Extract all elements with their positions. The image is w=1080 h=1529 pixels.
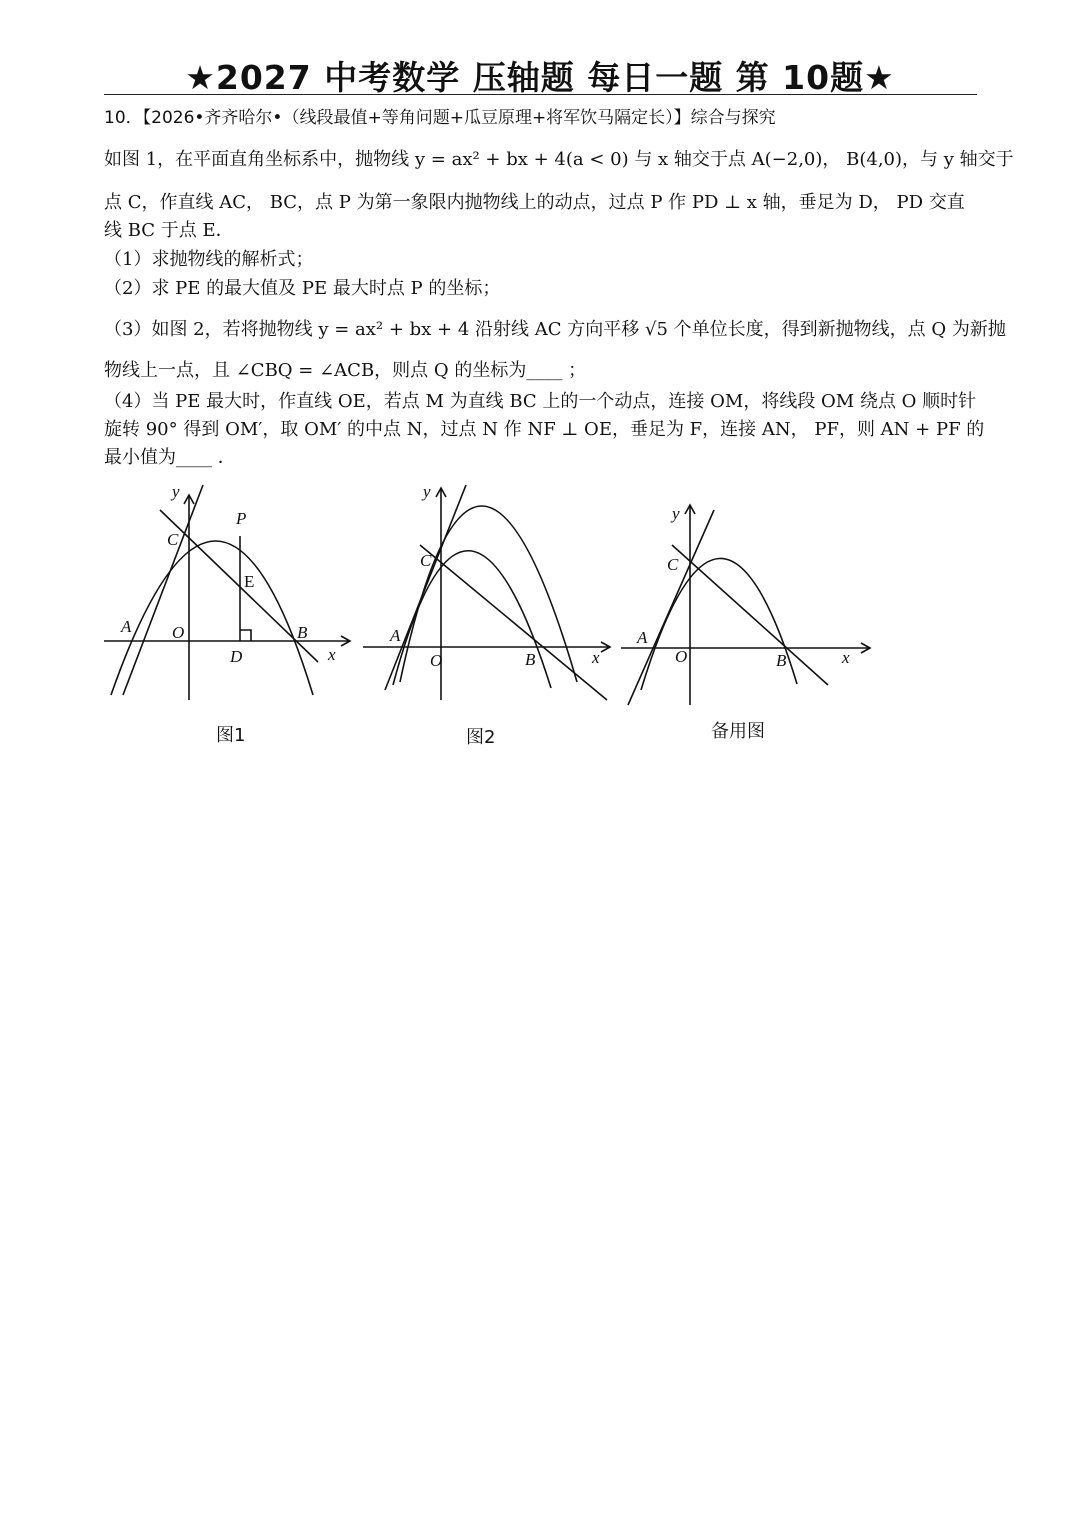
label-x: x	[592, 648, 600, 667]
label-c: C	[667, 555, 679, 574]
question-3-line-2: 物线上一点，且 ∠CBQ = ∠ACB，则点 Q 的坐标为____ ；	[104, 360, 587, 381]
label-b: B	[525, 650, 536, 669]
title-divider	[104, 94, 977, 95]
line-ac	[123, 485, 203, 695]
problem-intro-line-2: 点 C，作直线 AC， BC，点 P 为第一象限内抛物线上的动点，过点 P 作 PD ⊥ x 轴，垂足为 D， PD 交直	[104, 192, 965, 213]
figure-2-caption: 图2	[466, 727, 496, 748]
label-c: C	[167, 530, 179, 549]
label-o: O	[172, 623, 185, 642]
label-b: B	[297, 623, 308, 642]
parabola	[111, 541, 313, 695]
label-p: P	[236, 509, 247, 528]
figure-2	[360, 478, 615, 708]
line-ac	[385, 485, 466, 690]
label-o: O	[430, 651, 443, 670]
label-y: y	[672, 504, 680, 523]
question-4-line-2: 旋转 90° 得到 OM′，取 OM′ 的中点 N，过点 N 作 NF ⊥ OE，垂足为 F，连接 AN， PF，则 AN + PF 的	[104, 419, 985, 440]
label-b: B	[776, 651, 787, 670]
parabola-translated	[400, 506, 577, 682]
problem-intro-line-1: 如图 1，在平面直角坐标系中，抛物线 y = ax² + bx + 4(a < 0) 与 x 轴交于点 A(−2,0)， B(4,0)，与 y 轴交于	[104, 149, 1014, 170]
label-x: x	[842, 648, 850, 667]
label-a: A	[637, 628, 648, 647]
problem-intro-line-3: 线 BC 于点 E．	[104, 220, 234, 241]
label-d: D	[230, 647, 243, 666]
question-3-line-1: （3）如图 2，若将抛物线 y = ax² + bx + 4 沿射线 AC 方向平移 √5 个单位长度，得到新抛物线，点 Q 为新抛	[104, 319, 1006, 340]
label-y: y	[172, 482, 180, 501]
question-4-line-3: 最小值为____ ．	[104, 447, 236, 468]
figure-3-spare	[618, 495, 878, 710]
question-4-line-1: （4）当 PE 最大时，作直线 OE，若点 M 为直线 BC 上的一个动点，连接 OM，将线段 OM 绕点 O 顺时针	[104, 391, 977, 412]
figure-3-caption: 备用图	[711, 721, 765, 742]
label-e: E	[244, 572, 255, 591]
right-angle-mark	[240, 630, 251, 641]
line-bc	[672, 545, 828, 685]
figure-1	[100, 478, 360, 708]
line-bc	[420, 545, 607, 700]
page-title: ★2027 中考数学 压轴题 每日一题 第 10题★	[185, 58, 895, 97]
label-y: y	[423, 482, 431, 501]
label-a: A	[390, 626, 401, 645]
label-a: A	[121, 617, 132, 636]
problem-header: 10．【2026•齐齐哈尔•（线段最值+等角问题+瓜豆原理+将军饮马隔定长）】综合与探究	[104, 108, 776, 128]
line-ac	[628, 510, 714, 705]
question-1: （1）求抛物线的解析式；	[104, 249, 314, 270]
label-c: C	[420, 551, 432, 570]
figure-1-caption: 图1	[216, 725, 246, 746]
question-2: （2）求 PE 的最大值及 PE 最大时点 P 的坐标；	[104, 278, 501, 299]
label-o: O	[675, 647, 688, 666]
label-x: x	[328, 645, 336, 664]
